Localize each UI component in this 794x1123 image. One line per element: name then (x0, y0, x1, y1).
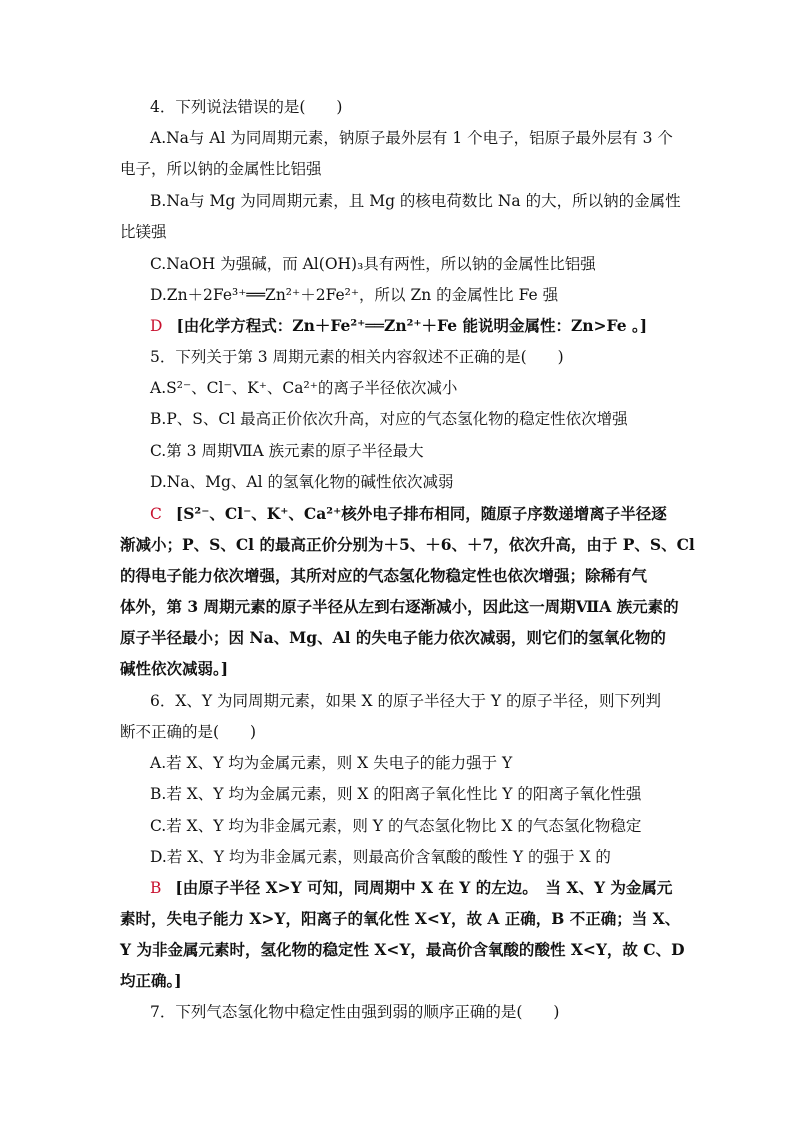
q7-stem: 7．下列气态氢化物中稳定性由强到弱的顺序正确的是( ) (150, 1003, 560, 1021)
q4-explanation: [由化学方程式：Zn＋Fe²⁺══Zn²⁺＋Fe 能说明金属性：Zn>Fe 。] (176, 316, 648, 335)
q4-option-a-line2: 电子，所以钠的金属性比铝强 (120, 160, 322, 178)
q6-stem-line1: 6．X、Y 为同周期元素，如果 X 的原子半径大于 Y 的原子半径，则下列判 (150, 692, 662, 710)
q5-option-c: C.第 3 周期ⅦA 族元素的原子半径最大 (150, 442, 424, 460)
q5-explanation-line6: 碱性依次减弱。] (120, 659, 229, 678)
q4-answer-letter: D (150, 317, 163, 335)
q6-explanation-line3: Y 为非金属元素时，氢化物的稳定性 X<Y，最高价含氧酸的酸性 X<Y，故 C、D (120, 940, 685, 959)
q4-option-b-line2: 比镁强 (120, 223, 167, 241)
q6-answer-line1 (150, 877, 672, 899)
q5-explanation-line3: 的得电子能力依次增强，其所对应的气态氢化物稳定性也依次增强；除稀有气 (120, 566, 648, 585)
q5-answer-line1 (150, 503, 667, 525)
q6-option-c: C.若 X、Y 均为非金属元素，则 Y 的气态氢化物比 X 的气态氢化物稳定 (150, 817, 642, 835)
q5-explanation-line4: 体外，第 3 周期元素的原子半径从左到右逐渐减小，因此这一周期ⅦA 族元素的 (120, 597, 679, 616)
q5-stem: 5．下列关于第 3 周期元素的相关内容叙述不正确的是( ) (150, 348, 564, 366)
q6-stem-line2: 断不正确的是( ) (120, 723, 257, 741)
q6-option-a: A.若 X、Y 均为金属元素，则 X 失电子的能力强于 Y (150, 754, 513, 772)
q4-stem: 4．下列说法错误的是( ) (150, 98, 343, 116)
q5-option-b: B.P、S、Cl 最高正价依次升高，对应的气态氢化物的稳定性依次增强 (150, 410, 628, 428)
q5-option-d: D.Na、Mg、Al 的氢氧化物的碱性依次减弱 (150, 473, 454, 491)
q5-explanation-line5: 原子半径最小；因 Na、Mg、Al 的失电子能力依次减弱，则它们的氢氧化物的 (120, 628, 666, 647)
q4-option-a-line1: A.Na与 Al 为同周期元素，钠原子最外层有 1 个电子，铝原子最外层有 3 个 (150, 129, 673, 147)
q6-option-d: D.若 X、Y 均为非金属元素，则最高价含氧酸的酸性 Y 的强于 X 的 (150, 848, 611, 866)
q6-explanation-line2: 素时，失电子能力 X>Y，阳离子的氧化性 X<Y，故 A 正确，B 不正确；当 X、 (120, 909, 681, 928)
q4-answer-block (150, 315, 647, 337)
q6-answer-letter: B (150, 879, 162, 897)
q5-option-a: A.S²⁻、Cl⁻、K⁺、Ca²⁺的离子半径依次减小 (150, 379, 458, 397)
q5-answer-letter: C (150, 505, 162, 523)
q4-option-c: C.NaOH 为强碱，而 Al(OH)₃具有两性，所以钠的金属性比铝强 (150, 255, 596, 273)
q5-explanation-line2: 渐减小；P、S、Cl 的最高正价分别为＋5、＋6、＋7，依次升高，由于 P、S、Cl (120, 535, 695, 554)
q6-explanation-line4: 均正确。] (120, 971, 182, 990)
q5-explanation-line1: [S²⁻、Cl⁻、K⁺、Ca²⁺核外电子排布相同，随原子序数递增离子半径逐 (175, 504, 667, 523)
q6-option-b: B.若 X、Y 均为金属元素，则 X 的阳离子氧化性比 Y 的阳离子氧化性强 (150, 785, 642, 803)
q6-explanation-line1: [由原子半径 X>Y 可知，同周期中 X 在 Y 的左边。 当 X、Y 为金属元 (175, 878, 673, 897)
q4-option-b-line1: B.Na与 Mg 为同周期元素，且 Mg 的核电荷数比 Na 的大，所以钠的金属性 (150, 192, 681, 210)
q4-option-d: D.Zn＋2Fe³⁺══Zn²⁺＋2Fe²⁺，所以 Zn 的金属性比 Fe 强 (150, 286, 559, 304)
